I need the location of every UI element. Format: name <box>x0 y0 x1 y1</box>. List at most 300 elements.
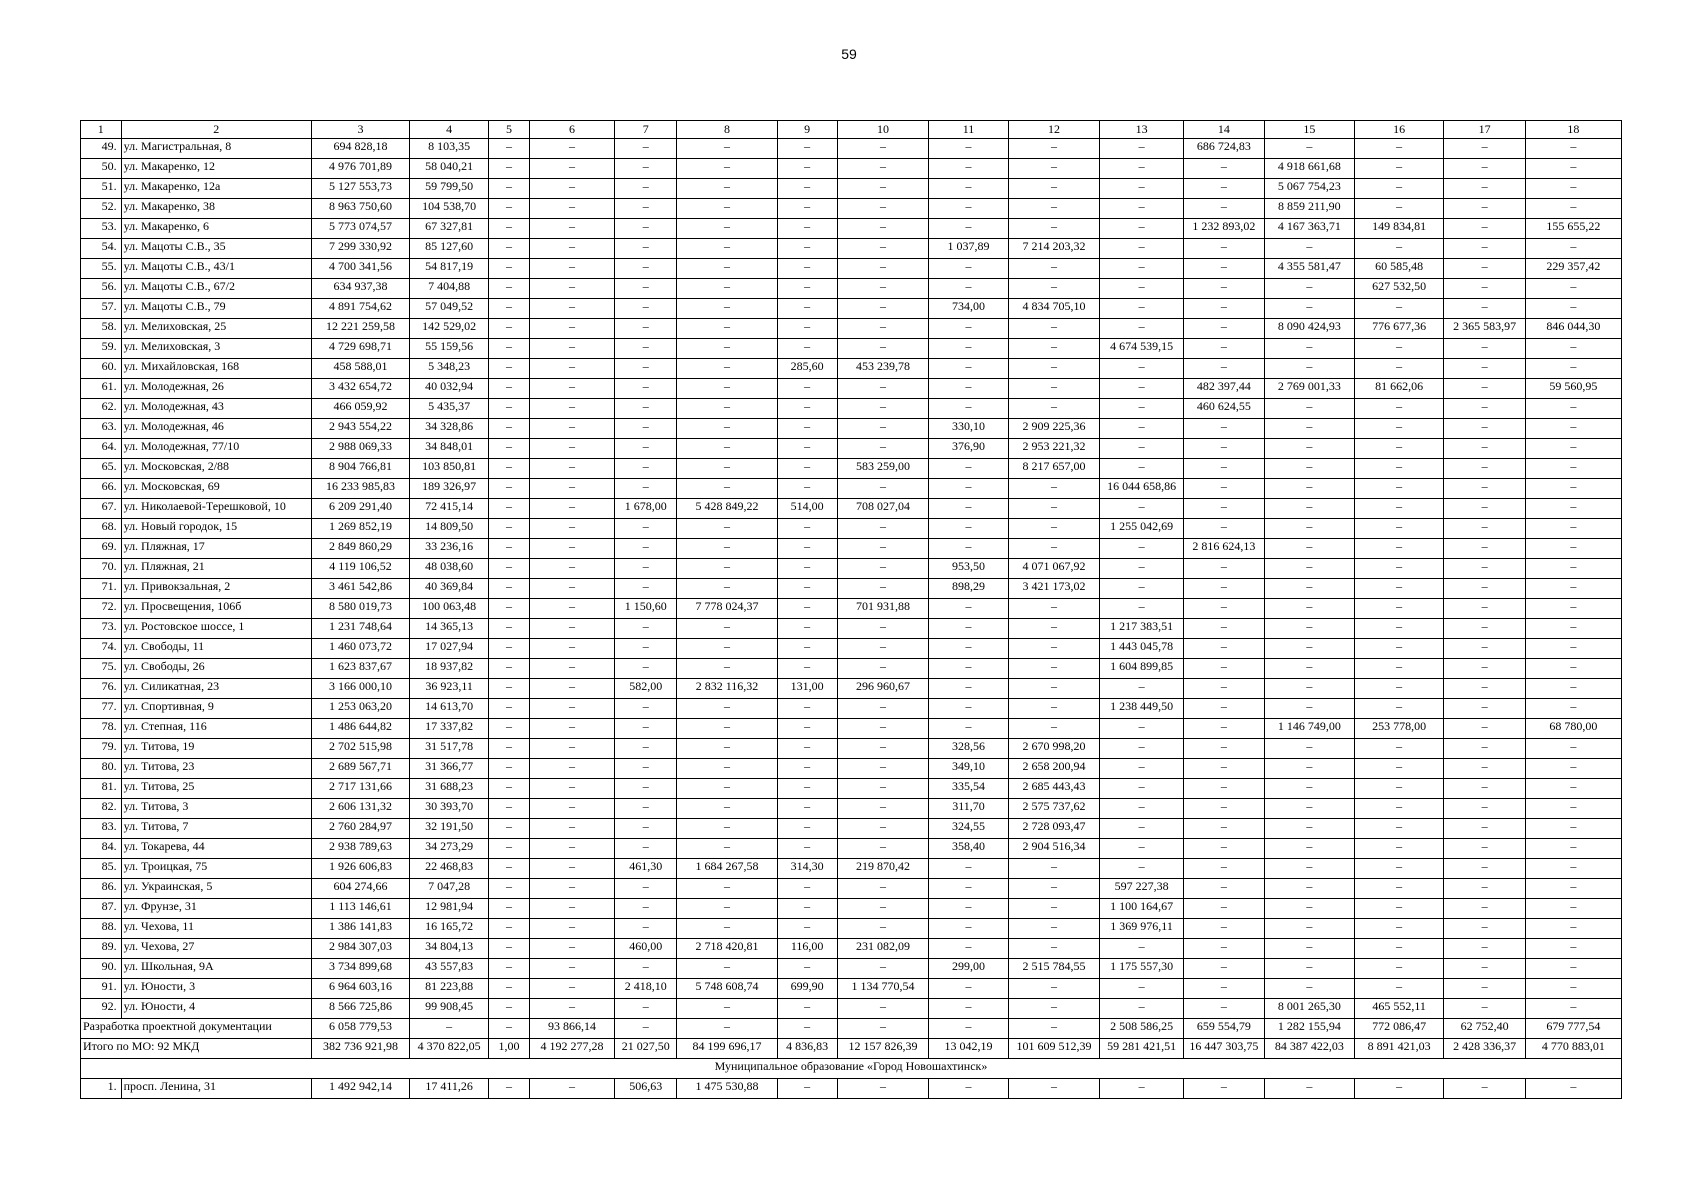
value-cell: 3 421 173,02 <box>1008 579 1100 599</box>
empty-cell: – <box>677 399 777 419</box>
section-title: Муниципальное образование «Город Новошахтинск» <box>81 1059 1622 1079</box>
empty-cell: – <box>777 459 837 479</box>
empty-cell: – <box>489 519 530 539</box>
value-cell: 1 369 976,11 <box>1100 919 1183 939</box>
value-cell: 62 752,40 <box>1444 1019 1525 1039</box>
address-cell: ул. Фрунзе, 31 <box>121 899 311 919</box>
empty-cell: – <box>1444 679 1525 699</box>
value-cell: 5 773 074,57 <box>311 219 409 239</box>
value-cell: 12 221 259,58 <box>311 319 409 339</box>
empty-cell: – <box>1183 939 1264 959</box>
table-row <box>81 339 1622 359</box>
table-row <box>81 719 1622 739</box>
empty-cell: – <box>677 199 777 219</box>
empty-cell: – <box>489 839 530 859</box>
value-cell: 34 273,29 <box>410 839 489 859</box>
empty-cell: – <box>1525 539 1621 559</box>
value-cell: 31 366,77 <box>410 759 489 779</box>
row-number: 86. <box>81 879 122 899</box>
empty-cell: – <box>529 319 614 339</box>
empty-cell: – <box>529 559 614 579</box>
address-cell: ул. Молодежная, 26 <box>121 379 311 399</box>
empty-cell: – <box>615 159 677 179</box>
empty-cell: – <box>1100 679 1183 699</box>
empty-cell: – <box>1183 479 1264 499</box>
table-row <box>81 679 1622 699</box>
table-row <box>81 939 1622 959</box>
empty-cell: – <box>529 439 614 459</box>
empty-cell: – <box>929 919 1008 939</box>
empty-cell: – <box>777 819 837 839</box>
address-cell: ул. Свободы, 11 <box>121 639 311 659</box>
table-row <box>81 759 1622 779</box>
row-number: 63. <box>81 419 122 439</box>
empty-cell: – <box>1354 419 1444 439</box>
empty-cell: – <box>1183 879 1264 899</box>
value-cell: 40 369,84 <box>410 579 489 599</box>
empty-cell: – <box>1525 879 1621 899</box>
empty-cell: – <box>615 339 677 359</box>
empty-cell: – <box>1354 579 1444 599</box>
empty-cell: – <box>489 539 530 559</box>
value-cell: 2 849 860,29 <box>311 539 409 559</box>
empty-cell: – <box>677 439 777 459</box>
empty-cell: – <box>1354 919 1444 939</box>
empty-cell: – <box>929 199 1008 219</box>
empty-cell: – <box>1354 639 1444 659</box>
empty-cell: – <box>1444 699 1525 719</box>
empty-cell: – <box>1444 459 1525 479</box>
empty-cell: – <box>529 939 614 959</box>
value-cell: 30 393,70 <box>410 799 489 819</box>
table-row <box>81 299 1622 319</box>
empty-cell: – <box>777 239 837 259</box>
value-cell: 4 370 822,05 <box>410 1039 489 1059</box>
value-cell: 60 585,48 <box>1354 259 1444 279</box>
empty-cell: – <box>837 719 929 739</box>
row-number: 1. <box>81 1079 122 1099</box>
empty-cell: – <box>929 519 1008 539</box>
value-cell: 461,30 <box>615 859 677 879</box>
empty-cell: – <box>1008 939 1100 959</box>
value-cell: 1 926 606,83 <box>311 859 409 879</box>
empty-cell: – <box>837 559 929 579</box>
value-cell: 5 435,37 <box>410 399 489 419</box>
value-cell: 8 566 725,86 <box>311 999 409 1019</box>
empty-cell: – <box>1354 479 1444 499</box>
value-cell: 634 937,38 <box>311 279 409 299</box>
row-number: 58. <box>81 319 122 339</box>
empty-cell: – <box>1100 1079 1183 1099</box>
value-cell: 2 428 336,37 <box>1444 1039 1525 1059</box>
empty-cell: – <box>1264 639 1354 659</box>
empty-cell: – <box>1444 719 1525 739</box>
value-cell: 5 428 849,22 <box>677 499 777 519</box>
value-cell: 4 674 539,15 <box>1100 339 1183 359</box>
value-cell: 14 809,50 <box>410 519 489 539</box>
empty-cell: – <box>489 799 530 819</box>
value-cell: 34 328,86 <box>410 419 489 439</box>
value-cell: 776 677,36 <box>1354 319 1444 339</box>
empty-cell: – <box>777 479 837 499</box>
empty-cell: – <box>777 519 837 539</box>
empty-cell: – <box>489 559 530 579</box>
empty-cell: – <box>677 799 777 819</box>
total-row <box>81 1039 1622 1059</box>
empty-cell: – <box>1444 139 1525 159</box>
empty-cell: – <box>929 1079 1008 1099</box>
empty-cell: – <box>1444 519 1525 539</box>
empty-cell: – <box>489 239 530 259</box>
value-cell: 2 988 069,33 <box>311 439 409 459</box>
column-number: 15 <box>1264 121 1354 139</box>
empty-cell: – <box>677 459 777 479</box>
empty-cell: – <box>1100 999 1183 1019</box>
table-row <box>81 199 1622 219</box>
empty-cell: – <box>837 1079 929 1099</box>
value-cell: 1 623 837,67 <box>311 659 409 679</box>
empty-cell: – <box>1264 399 1354 419</box>
value-cell: 14 613,70 <box>410 699 489 719</box>
empty-cell: – <box>1100 939 1183 959</box>
value-cell: 67 327,81 <box>410 219 489 239</box>
empty-cell: – <box>1354 879 1444 899</box>
empty-cell: – <box>677 519 777 539</box>
empty-cell: – <box>1444 579 1525 599</box>
address-cell: ул. Украинская, 5 <box>121 879 311 899</box>
row-number: 66. <box>81 479 122 499</box>
value-cell: 4 891 754,62 <box>311 299 409 319</box>
empty-cell: – <box>1354 499 1444 519</box>
empty-cell: – <box>1444 279 1525 299</box>
empty-cell: – <box>1183 839 1264 859</box>
empty-cell: – <box>1264 459 1354 479</box>
empty-cell: – <box>1264 919 1354 939</box>
empty-cell: – <box>1264 479 1354 499</box>
table-row <box>81 799 1622 819</box>
empty-cell: – <box>529 199 614 219</box>
empty-cell: – <box>1354 799 1444 819</box>
row-number: 90. <box>81 959 122 979</box>
empty-cell: – <box>1008 1079 1100 1099</box>
empty-cell: – <box>837 179 929 199</box>
value-cell: 81 662,06 <box>1354 379 1444 399</box>
table-row <box>81 479 1622 499</box>
empty-cell: – <box>1100 279 1183 299</box>
row-number: 69. <box>81 539 122 559</box>
empty-cell: – <box>677 699 777 719</box>
empty-cell: – <box>529 259 614 279</box>
column-number: 13 <box>1100 121 1183 139</box>
table-row <box>81 519 1622 539</box>
empty-cell: – <box>1264 839 1354 859</box>
empty-cell: – <box>929 259 1008 279</box>
value-cell: 4 192 277,28 <box>529 1039 614 1059</box>
empty-cell: – <box>529 739 614 759</box>
empty-cell: – <box>529 799 614 819</box>
value-cell: 155 655,22 <box>1525 219 1621 239</box>
empty-cell: – <box>1183 699 1264 719</box>
empty-cell: – <box>615 299 677 319</box>
empty-cell: – <box>777 759 837 779</box>
table-row <box>81 659 1622 679</box>
empty-cell: – <box>1525 1079 1621 1099</box>
empty-cell: – <box>777 379 837 399</box>
value-cell: 2 938 789,63 <box>311 839 409 859</box>
empty-cell: – <box>615 399 677 419</box>
empty-cell: – <box>777 959 837 979</box>
value-cell: 5 067 754,23 <box>1264 179 1354 199</box>
empty-cell: – <box>1183 459 1264 479</box>
empty-cell: – <box>929 1019 1008 1039</box>
value-cell: 7 299 330,92 <box>311 239 409 259</box>
empty-cell: – <box>777 179 837 199</box>
empty-cell: – <box>1264 419 1354 439</box>
empty-cell: – <box>615 179 677 199</box>
empty-cell: – <box>489 339 530 359</box>
table-row <box>81 579 1622 599</box>
value-cell: 18 937,82 <box>410 659 489 679</box>
value-cell: 2 816 624,13 <box>1183 539 1264 559</box>
empty-cell: – <box>1100 139 1183 159</box>
empty-cell: – <box>489 219 530 239</box>
empty-cell: – <box>1100 739 1183 759</box>
row-number: 82. <box>81 799 122 819</box>
value-cell: 1 146 749,00 <box>1264 719 1354 739</box>
column-number: 5 <box>489 121 530 139</box>
empty-cell: – <box>1525 299 1621 319</box>
value-cell: 1 492 942,14 <box>311 1079 409 1099</box>
empty-cell: – <box>1354 899 1444 919</box>
table-row <box>81 459 1622 479</box>
value-cell: 324,55 <box>929 819 1008 839</box>
empty-cell: – <box>837 639 929 659</box>
empty-cell: – <box>615 779 677 799</box>
empty-cell: – <box>777 579 837 599</box>
value-cell: 311,70 <box>929 799 1008 819</box>
empty-cell: – <box>489 379 530 399</box>
value-cell: 8 217 657,00 <box>1008 459 1100 479</box>
value-cell: 58 040,21 <box>410 159 489 179</box>
empty-cell: – <box>677 359 777 379</box>
value-cell: 4 770 883,01 <box>1525 1039 1621 1059</box>
empty-cell: – <box>677 339 777 359</box>
empty-cell: – <box>1183 259 1264 279</box>
empty-cell: – <box>777 739 837 759</box>
table-row <box>81 959 1622 979</box>
row-number: 49. <box>81 139 122 159</box>
value-cell: 694 828,18 <box>311 139 409 159</box>
empty-cell: – <box>837 379 929 399</box>
value-cell: 81 223,88 <box>410 979 489 999</box>
value-cell: 1 253 063,20 <box>311 699 409 719</box>
empty-cell: – <box>777 879 837 899</box>
empty-cell: – <box>1008 979 1100 999</box>
value-cell: 72 415,14 <box>410 499 489 519</box>
row-number: 59. <box>81 339 122 359</box>
table-row <box>81 919 1622 939</box>
value-cell: 2 658 200,94 <box>1008 759 1100 779</box>
value-cell: 285,60 <box>777 359 837 379</box>
empty-cell: – <box>1183 719 1264 739</box>
empty-cell: – <box>837 279 929 299</box>
design-docs-row <box>81 1019 1622 1039</box>
value-cell: 48 038,60 <box>410 559 489 579</box>
value-cell: 2 769 001,33 <box>1264 379 1354 399</box>
empty-cell: – <box>837 999 929 1019</box>
row-number: 60. <box>81 359 122 379</box>
empty-cell: – <box>1008 719 1100 739</box>
empty-cell: – <box>1183 999 1264 1019</box>
table-row <box>81 399 1622 419</box>
value-cell: 3 461 542,86 <box>311 579 409 599</box>
empty-cell: – <box>837 619 929 639</box>
empty-cell: – <box>1264 559 1354 579</box>
empty-cell: – <box>837 659 929 679</box>
empty-cell: – <box>489 899 530 919</box>
empty-cell: – <box>677 179 777 199</box>
empty-cell: – <box>1354 759 1444 779</box>
empty-cell: – <box>929 979 1008 999</box>
empty-cell: – <box>489 579 530 599</box>
empty-cell: – <box>489 459 530 479</box>
empty-cell: – <box>615 259 677 279</box>
empty-cell: – <box>489 1079 530 1099</box>
value-cell: 1 443 045,78 <box>1100 639 1183 659</box>
empty-cell: – <box>677 319 777 339</box>
address-cell: ул. Силикатная, 23 <box>121 679 311 699</box>
empty-cell: – <box>489 639 530 659</box>
value-cell: 4 071 067,92 <box>1008 559 1100 579</box>
empty-cell: – <box>529 359 614 379</box>
empty-cell: – <box>615 999 677 1019</box>
empty-cell: – <box>615 699 677 719</box>
value-cell: 2 717 131,66 <box>311 779 409 799</box>
value-cell: 22 468,83 <box>410 859 489 879</box>
empty-cell: – <box>1183 899 1264 919</box>
empty-cell: – <box>1183 439 1264 459</box>
empty-cell: – <box>1444 819 1525 839</box>
empty-cell: – <box>1444 599 1525 619</box>
value-cell: 330,10 <box>929 419 1008 439</box>
empty-cell: – <box>777 399 837 419</box>
value-cell: 465 552,11 <box>1354 999 1444 1019</box>
table-row <box>81 639 1622 659</box>
empty-cell: – <box>529 179 614 199</box>
row-number: 55. <box>81 259 122 279</box>
empty-cell: – <box>1264 819 1354 839</box>
row-number: 56. <box>81 279 122 299</box>
empty-cell: – <box>1354 539 1444 559</box>
address-cell: ул. Титова, 25 <box>121 779 311 799</box>
address-cell: ул. Спортивная, 9 <box>121 699 311 719</box>
value-cell: 4 918 661,68 <box>1264 159 1354 179</box>
empty-cell: – <box>1264 739 1354 759</box>
empty-cell: – <box>529 879 614 899</box>
empty-cell: – <box>677 219 777 239</box>
table-row <box>81 539 1622 559</box>
table-row <box>81 259 1622 279</box>
empty-cell: – <box>529 519 614 539</box>
address-cell: ул. Свободы, 26 <box>121 659 311 679</box>
empty-cell: – <box>1444 199 1525 219</box>
row-number: 51. <box>81 179 122 199</box>
row-number: 73. <box>81 619 122 639</box>
empty-cell: – <box>929 719 1008 739</box>
value-cell: 6 209 291,40 <box>311 499 409 519</box>
empty-cell: – <box>489 719 530 739</box>
empty-cell: – <box>777 999 837 1019</box>
value-cell: 376,90 <box>929 439 1008 459</box>
empty-cell: – <box>1100 779 1183 799</box>
empty-cell: – <box>615 479 677 499</box>
value-cell: 772 086,47 <box>1354 1019 1444 1039</box>
empty-cell: – <box>777 259 837 279</box>
empty-cell: – <box>529 859 614 879</box>
value-cell: 16 044 658,86 <box>1100 479 1183 499</box>
table-row <box>81 899 1622 919</box>
empty-cell: – <box>1444 179 1525 199</box>
value-cell: 299,00 <box>929 959 1008 979</box>
empty-cell: – <box>1183 519 1264 539</box>
value-cell: 4 700 341,56 <box>311 259 409 279</box>
empty-cell: – <box>489 199 530 219</box>
empty-cell: – <box>929 459 1008 479</box>
empty-cell: – <box>1354 619 1444 639</box>
empty-cell: – <box>837 579 929 599</box>
empty-cell: – <box>1100 559 1183 579</box>
table-row <box>81 359 1622 379</box>
empty-cell: – <box>615 1019 677 1039</box>
empty-cell: – <box>1100 439 1183 459</box>
column-number: 6 <box>529 121 614 139</box>
empty-cell: – <box>777 559 837 579</box>
empty-cell: – <box>1183 919 1264 939</box>
empty-cell: – <box>929 159 1008 179</box>
empty-cell: – <box>1354 739 1444 759</box>
value-cell: 5 127 553,73 <box>311 179 409 199</box>
empty-cell: – <box>1100 179 1183 199</box>
empty-cell: – <box>615 199 677 219</box>
value-cell: 103 850,81 <box>410 459 489 479</box>
empty-cell: – <box>1444 739 1525 759</box>
address-cell: ул. Титова, 23 <box>121 759 311 779</box>
value-cell: 2 728 093,47 <box>1008 819 1100 839</box>
address-cell: ул. Московская, 69 <box>121 479 311 499</box>
empty-cell: – <box>529 539 614 559</box>
empty-cell: – <box>1264 539 1354 559</box>
value-cell: 1 037,89 <box>929 239 1008 259</box>
value-cell: 1 232 893,02 <box>1183 219 1264 239</box>
empty-cell: – <box>489 999 530 1019</box>
empty-cell: – <box>615 799 677 819</box>
value-cell: 1 269 852,19 <box>311 519 409 539</box>
empty-cell: – <box>1183 679 1264 699</box>
value-cell: 4 355 581,47 <box>1264 259 1354 279</box>
row-number: 61. <box>81 379 122 399</box>
empty-cell: – <box>677 1019 777 1039</box>
row-number: 53. <box>81 219 122 239</box>
value-cell: 16 233 985,83 <box>311 479 409 499</box>
empty-cell: – <box>837 239 929 259</box>
value-cell: 3 432 654,72 <box>311 379 409 399</box>
column-number: 9 <box>777 121 837 139</box>
value-cell: 466 059,92 <box>311 399 409 419</box>
value-cell: 2 670 998,20 <box>1008 739 1100 759</box>
value-cell: 189 326,97 <box>410 479 489 499</box>
value-cell: 142 529,02 <box>410 319 489 339</box>
empty-cell: – <box>615 759 677 779</box>
